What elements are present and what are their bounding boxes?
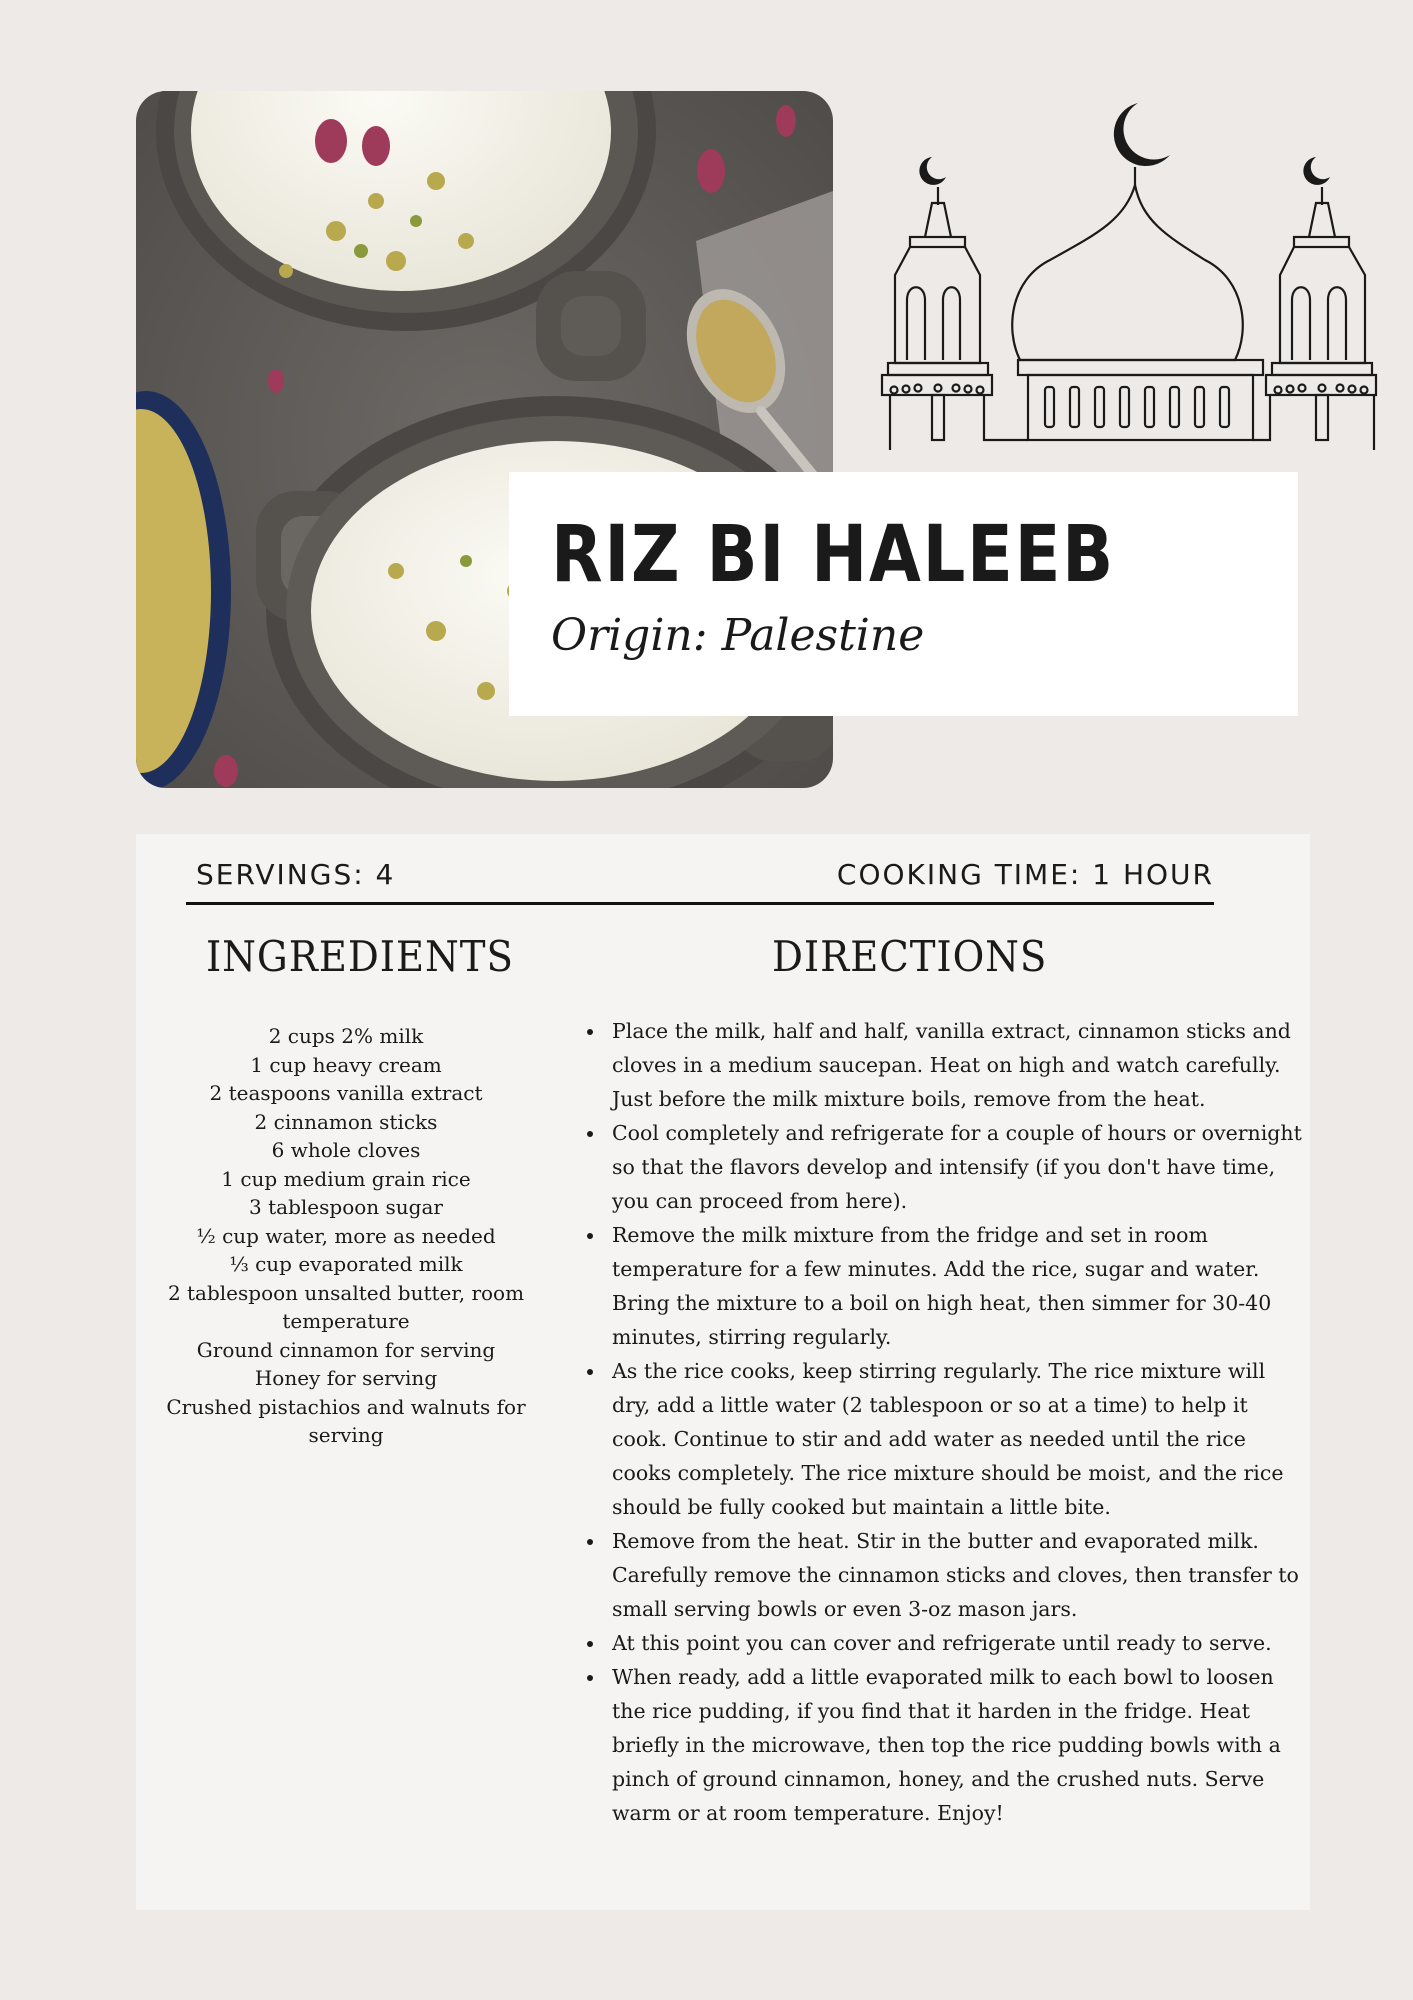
ingredient-item: 2 teaspoons vanilla extract bbox=[209, 1081, 483, 1105]
ingredient-item: Crushed pistachios and walnuts for serving bbox=[166, 1394, 526, 1447]
direction-step: • When ready, add a little evaporated milk to each bowl to loosen the rice pudding, if you find that it harden in the fridge. Heat briefly in the microwave, then top the rice pudding bowls with a pinch of ground cinnamon, honey, and the crushed nuts. Serve warm or at room temperature. Enjoy! bbox=[606, 1660, 1306, 1830]
ingredient-item: 6 whole cloves bbox=[271, 1138, 421, 1162]
direction-step: • At this point you can cover and refrigerate until ready to serve. bbox=[606, 1626, 1306, 1660]
ingredient-item: ½ cup water, more as needed bbox=[196, 1223, 496, 1248]
ingredient-item: Honey for serving bbox=[254, 1366, 438, 1390]
directions-heading: DIRECTIONS bbox=[772, 932, 1048, 981]
directions-list bbox=[582, 1014, 1306, 1830]
ingredient-item: 1 cup heavy cream bbox=[250, 1052, 442, 1077]
direction-step: • Remove from the heat. Stir in the butter and evaporated milk. Carefully remove the cinnamon sticks and cloves, then transfer to small serving bowls or even 3-oz mason jars. bbox=[606, 1524, 1306, 1626]
mosque-illustration bbox=[880, 95, 1380, 455]
ingredient-item: 1 cup medium grain rice bbox=[221, 1166, 471, 1191]
ingredient-item: 2 tablespoon unsalted butter, room temperature bbox=[167, 1280, 525, 1333]
recipe-origin: Origin: Palestine bbox=[551, 610, 925, 661]
cooking-time-label: COOKING TIME: 1 HOUR bbox=[836, 858, 1214, 891]
ingredients-heading: INGREDIENTS bbox=[206, 932, 514, 981]
title-card bbox=[509, 472, 1298, 716]
ingredient-item: 3 tablespoon sugar bbox=[249, 1195, 443, 1219]
ingredients-list bbox=[166, 1022, 526, 1450]
ingredient-item: ⅓ cup evaporated milk bbox=[229, 1252, 463, 1276]
direction-step: • Place the milk, half and half, vanilla extract, cinnamon sticks and cloves in a medium saucepan. Heat on high and watch carefully. Just before the milk mixture boils, remove from the heat. bbox=[606, 1014, 1306, 1116]
servings-label: SERVINGS: 4 bbox=[196, 858, 396, 891]
direction-step: • Cool completely and refrigerate for a couple of hours or overnight so that the flavors develop and intensify (if you don't have time, you can proceed from here). bbox=[606, 1116, 1306, 1218]
ingredient-item: 2 cups 2% milk bbox=[268, 1024, 424, 1048]
divider bbox=[186, 902, 1214, 905]
recipe-panel bbox=[136, 834, 1310, 1910]
ingredient-item: 2 cinnamon sticks bbox=[254, 1109, 438, 1134]
ingredient-item: Ground cinnamon for serving bbox=[196, 1337, 496, 1362]
recipe-title: RIZ BI HALEEB bbox=[551, 510, 1115, 600]
direction-step: • As the rice cooks, keep stirring regularly. The rice mixture will dry, add a little water (2 tablespoon or so at a time) to help it cook. Continue to stir and add water as needed until the rice cooks completely. The rice mixture should be moist, and the rice should be fully cooked but maintain a little bite. bbox=[606, 1354, 1306, 1524]
direction-step: • Remove the milk mixture from the fridge and set in room temperature for a few minutes. Add the rice, sugar and water. Bring the mixture to a boil on high heat, then simmer for 30-40 minutes, stirring regularly. bbox=[606, 1218, 1306, 1354]
